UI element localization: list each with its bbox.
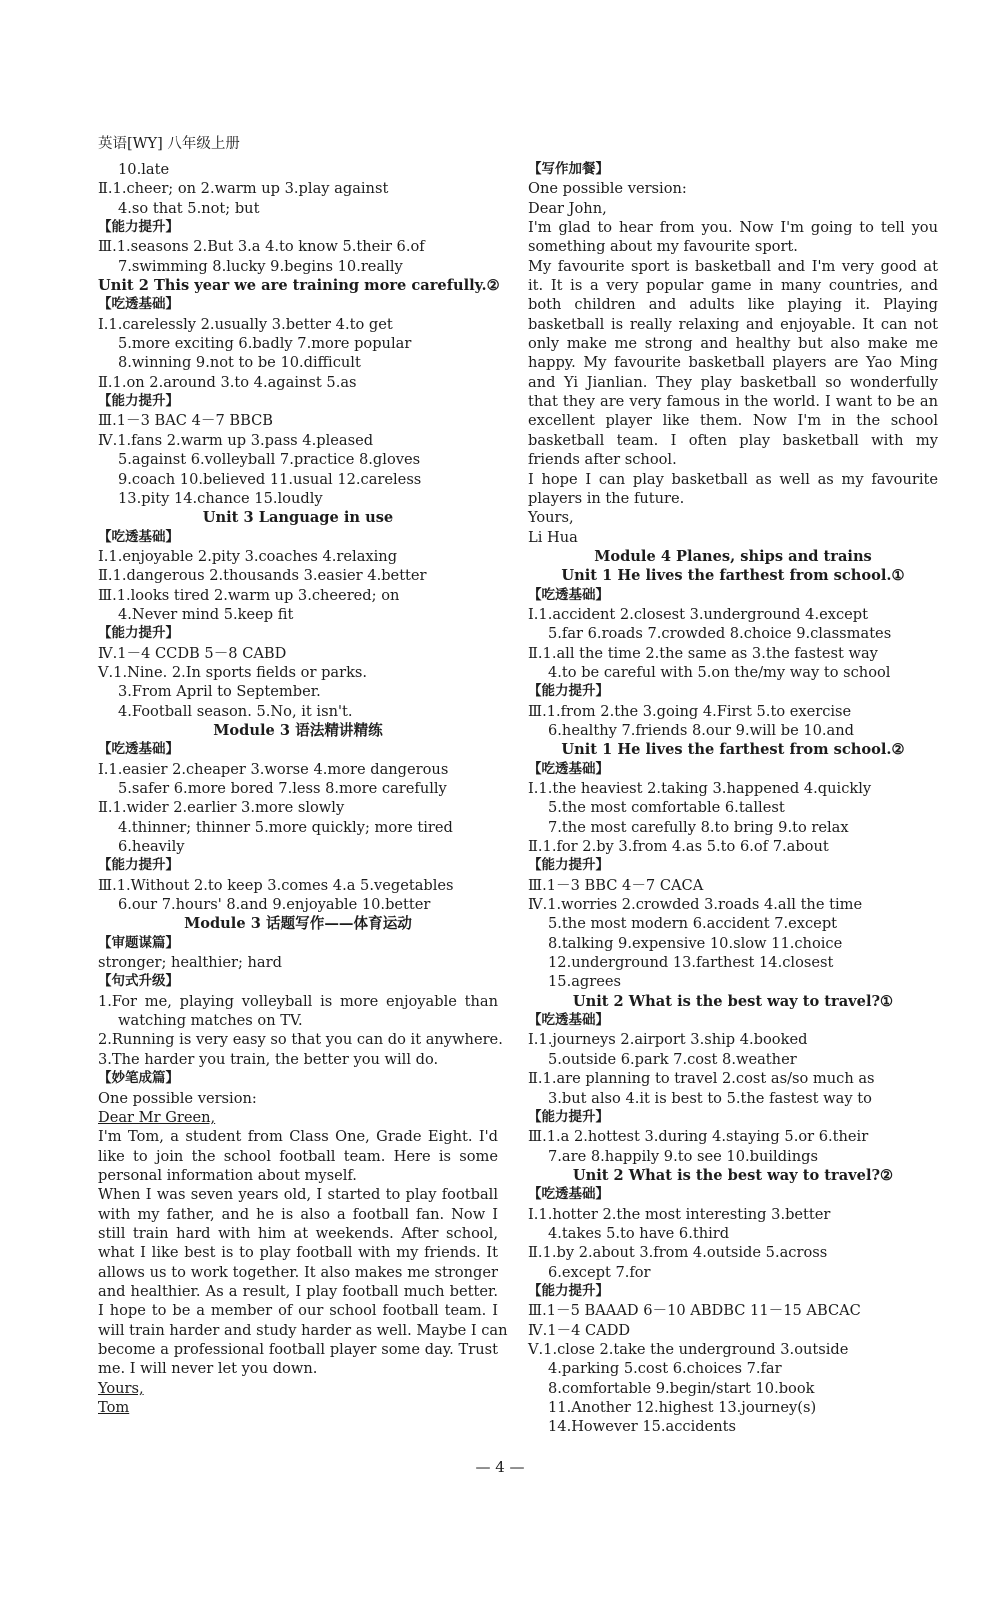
answer-line: 6.heavily <box>118 838 185 856</box>
section-tag: 【能力提升】 <box>98 393 179 410</box>
underlined-line: Yours, <box>98 1379 144 1397</box>
essay-line: allows us to work together. It also makes me stronger <box>98 1263 498 1281</box>
answer-line: Ⅱ.1.are planning to travel 2.cost as/so much as <box>528 1070 875 1088</box>
essay-line: still train hard with him at weekends. After school, <box>98 1224 498 1242</box>
essay-line: 1.For me, playing volleyball is more enjoyable than <box>98 992 498 1010</box>
essay-line: what I like best is to play football with my friends. It <box>98 1244 498 1262</box>
section-tag: 【审题谋篇】 <box>98 934 179 951</box>
answer-line: Ⅲ.1.seasons 2.But 3.a 4.to know 5.their 6.of <box>98 238 425 256</box>
unit-heading: Unit 2 This year we are training more carefully.② <box>98 277 500 295</box>
answer-line: 3.but also 4.it is best to 5.the fastest way to <box>548 1089 872 1107</box>
essay-line: I'm glad to hear from you. Now I'm going to tell you <box>528 219 938 237</box>
answer-line: watching matches on TV. <box>118 1012 303 1030</box>
answer-line: Ⅱ.1.dangerous 2.thousands 3.easier 4.better <box>98 567 427 585</box>
answer-line: One possible version: <box>98 1089 257 1107</box>
answer-line: Ⅲ.1.looks tired 2.warm up 3.cheered; on <box>98 586 400 604</box>
answer-line: Ⅲ.1.from 2.the 3.going 4.First 5.to exercise <box>528 702 852 720</box>
answer-line: Ⅱ.1.cheer; on 2.warm up 3.play against <box>98 180 389 198</box>
answer-line: Ⅲ.1.Without 2.to keep 3.comes 4.a 5.vegetables <box>98 876 454 894</box>
answer-line: 6.healthy 7.friends 8.our 9.will be 10.and <box>548 721 854 739</box>
answer-line: something about my favourite sport. <box>528 238 798 256</box>
answer-line: 5.the most modern 6.accident 7.except <box>548 915 838 933</box>
answer-line: 5.safer 6.more bored 7.less 8.more carefully <box>118 780 447 797</box>
right-column <box>528 160 938 1437</box>
answer-line: 4.parking 5.cost 6.choices 7.far <box>548 1360 782 1378</box>
essay-line: it. It is a very popular game in many countries, and <box>528 277 938 295</box>
answer-line: 4.to be careful with 5.on the/my way to school <box>548 663 891 681</box>
section-tag: 【句式升级】 <box>98 973 179 990</box>
answer-line: personal information about myself. <box>98 1166 357 1184</box>
answer-line: 7.swimming 8.lucky 9.begins 10.really <box>118 257 403 275</box>
answer-line: Ⅱ.1.all the time 2.the same as 3.the fastest way <box>528 644 878 662</box>
answer-line: Ⅳ.1.worries 2.crowded 3.roads 4.all the time <box>528 896 863 914</box>
section-tag: 【能力提升】 <box>528 1108 609 1125</box>
answer-line: 5.the most comfortable 6.tallest <box>548 799 785 817</box>
answer-line: Ⅳ.1－4 CCDB 5－8 CABD <box>98 644 287 662</box>
answer-line: Ⅰ.1.journeys 2.airport 3.ship 4.booked <box>528 1031 808 1049</box>
section-tag: 【吃透基础】 <box>528 760 609 777</box>
answer-line: 5.against 6.volleyball 7.practice 8.gloves <box>118 451 421 469</box>
underlined-line: Tom <box>98 1399 130 1416</box>
answer-line: Li Hua <box>528 528 578 546</box>
answer-line: One possible version: <box>528 180 687 198</box>
answer-line: 6.our 7.hours' 8.and 9.enjoyable 10.better <box>118 896 431 914</box>
unit-heading: Module 3 话题写作——体育运动 <box>184 915 412 933</box>
answer-line: 4.Never mind 5.keep fit <box>118 605 294 623</box>
answer-line: 11.Another 12.highest 13.journey(s) <box>548 1399 817 1416</box>
section-tag: 【能力提升】 <box>98 857 179 874</box>
essay-line: basketball team. I often play basketball with my <box>528 431 938 449</box>
essay-line: I'm Tom, a student from Class One, Grade Eight. I'd <box>98 1128 498 1146</box>
answer-line: players in the future. <box>528 489 685 507</box>
answer-line: Ⅱ.1.on 2.around 3.to 4.against 5.as <box>98 373 357 391</box>
answer-line: 2.Running is very easy so that you can do it anywhere. <box>98 1031 503 1049</box>
answer-line: Ⅲ.1－5 BAAAD 6－10 ABDBC 11－15 ABCAC <box>528 1302 861 1320</box>
section-tag: 【吃透基础】 <box>528 586 609 603</box>
section-tag: 【妙笔成篇】 <box>98 1070 179 1087</box>
underlined-line: Dear Mr Green, <box>98 1108 216 1126</box>
answer-line: 4.takes 5.to have 6.third <box>548 1224 730 1242</box>
answer-line: Ⅴ.1.Nine. 2.In sports fields or parks. <box>98 663 368 681</box>
answer-line: Ⅴ.1.close 2.take the underground 3.outside <box>528 1340 849 1358</box>
answer-line: 4.so that 5.not; but <box>118 199 260 217</box>
answer-line: Ⅳ.1－4 CADD <box>528 1321 631 1339</box>
answer-line: Ⅱ.1.by 2.about 3.from 4.outside 5.across <box>528 1244 828 1262</box>
answer-line: 7.are 8.happily 9.to see 10.buildings <box>548 1147 818 1165</box>
essay-line: happy. My favourite basketball players are Yao Ming <box>528 354 938 372</box>
page-header: 英语[WY] 八年级上册 <box>98 136 240 152</box>
essay-line: both children and adults like playing it. Playing <box>528 296 938 314</box>
answer-line: 12.underground 13.farthest 14.closest <box>548 954 834 972</box>
answer-line: Ⅰ.1.hotter 2.the most interesting 3.better <box>528 1205 831 1223</box>
section-tag: 【能力提升】 <box>528 683 609 700</box>
answer-line: Ⅱ.1.for 2.by 3.from 4.as 5.to 6.of 7.about <box>528 838 829 856</box>
essay-line: like to join the school football team. Here is some <box>98 1147 498 1165</box>
section-tag: 【能力提升】 <box>528 857 609 874</box>
answer-line: 4.Football season. 5.No, it isn't. <box>118 702 353 720</box>
essay-line: with my father, and he is also a football fan. Now I <box>98 1205 498 1223</box>
answer-line: me. I will never let you down. <box>98 1360 318 1378</box>
section-tag: 【能力提升】 <box>98 219 179 236</box>
answer-line: 9.coach 10.believed 11.usual 12.careless <box>118 470 422 488</box>
essay-line: basketball is really relaxing and enjoyable. It can not <box>528 315 938 333</box>
unit-heading: Module 4 Planes, ships and trains <box>594 547 872 565</box>
essay-line: When I was seven years old, I started to play football <box>98 1186 498 1204</box>
essay-line: My favourite sport is basketball and I'm very good at <box>528 257 938 275</box>
section-tag: 【吃透基础】 <box>98 528 179 545</box>
answer-line: 4.thinner; thinner 5.more quickly; more tired <box>118 818 453 836</box>
answer-line: 13.pity 14.chance 15.loudly <box>118 489 323 507</box>
unit-heading: Module 3 语法精讲精练 <box>213 721 383 739</box>
answer-line: Ⅳ.1.fans 2.warm up 3.pass 4.pleased <box>98 431 374 449</box>
essay-line: excellent player like them. Now I'm in the school <box>528 412 938 430</box>
section-tag: 【写作加餐】 <box>528 161 609 177</box>
answer-line: Ⅰ.1.enjoyable 2.pity 3.coaches 4.relaxing <box>98 547 398 565</box>
answer-line: 5.far 6.roads 7.crowded 8.choice 9.classmates <box>548 625 892 643</box>
answer-line: stronger; healthier; hard <box>98 954 282 972</box>
section-tag: 【能力提升】 <box>98 625 179 642</box>
left-column <box>98 160 508 1417</box>
section-tag: 【吃透基础】 <box>528 1186 609 1203</box>
answer-line: 3.From April to September. <box>118 683 321 701</box>
page-number: — 4 — <box>475 1458 525 1476</box>
answer-line: 8.winning 9.not to be 10.difficult <box>118 354 361 372</box>
answer-line: 3.The harder you train, the better you will do. <box>98 1050 439 1068</box>
answer-line: Ⅰ.1.easier 2.cheaper 3.worse 4.more dangerous <box>98 760 449 778</box>
essay-line: that they are very famous in the world. I want to be an <box>528 393 938 411</box>
answer-line: 5.more exciting 6.badly 7.more popular <box>118 335 412 353</box>
unit-heading: Unit 2 What is the best way to travel?① <box>572 992 894 1010</box>
essay-line: I hope to be a member of our school football team. I <box>98 1302 498 1320</box>
answer-line: Dear John, <box>528 199 607 217</box>
essay-line: and Yi Jianlian. They play basketball so wonderfully <box>528 373 938 391</box>
essay-line: become a professional football player some day. Trust <box>98 1340 498 1358</box>
answer-line: 6.except 7.for <box>548 1263 651 1281</box>
essay-line: and healthier. As a result, I play football much better. <box>98 1282 498 1300</box>
answer-line: Ⅱ.1.wider 2.earlier 3.more slowly <box>98 799 345 817</box>
unit-heading: Unit 3 Language in use <box>202 509 394 527</box>
answer-line: 5.outside 6.park 7.cost 8.weather <box>548 1050 797 1068</box>
answer-line: Ⅰ.1.the heaviest 2.taking 3.happened 4.quickly <box>528 780 872 797</box>
answer-line: 10.late <box>118 161 170 178</box>
answer-line: friends after school. <box>528 451 677 469</box>
answer-line: 8.comfortable 9.begin/start 10.book <box>548 1379 815 1397</box>
answer-line: Ⅲ.1－3 BAC 4－7 BBCB <box>98 412 273 430</box>
section-tag: 【吃透基础】 <box>528 1012 609 1029</box>
answer-line: 7.the most carefully 8.to bring 9.to relax <box>548 818 849 836</box>
essay-line: I hope I can play basketball as well as my favourite <box>528 470 938 488</box>
essay-line: only make me strong and healthy but also make me <box>528 335 938 353</box>
answer-line: 14.However 15.accidents <box>548 1418 737 1436</box>
unit-heading: Unit 2 What is the best way to travel?② <box>572 1166 894 1184</box>
section-tag: 【能力提升】 <box>528 1282 609 1299</box>
answer-line: 15.agrees <box>548 973 621 991</box>
unit-heading: Unit 1 He lives the farthest from school.② <box>561 741 905 759</box>
answer-line: 8.talking 9.expensive 10.slow 11.choice <box>548 934 843 952</box>
answer-line: Ⅰ.1.accident 2.closest 3.underground 4.except <box>528 605 868 623</box>
answer-line: Ⅲ.1.a 2.hottest 3.during 4.staying 5.or 6.their <box>528 1128 869 1146</box>
answer-line: Ⅰ.1.carelessly 2.usually 3.better 4.to get <box>98 315 393 333</box>
section-tag: 【吃透基础】 <box>98 296 179 313</box>
unit-heading: Unit 1 He lives the farthest from school.① <box>561 567 905 585</box>
answer-line: Ⅲ.1－3 BBC 4－7 CACA <box>528 876 704 894</box>
section-tag: 【吃透基础】 <box>98 741 179 758</box>
essay-line: will train harder and study harder as well. Maybe I can <box>98 1321 508 1339</box>
answer-line: Yours, <box>528 509 574 527</box>
